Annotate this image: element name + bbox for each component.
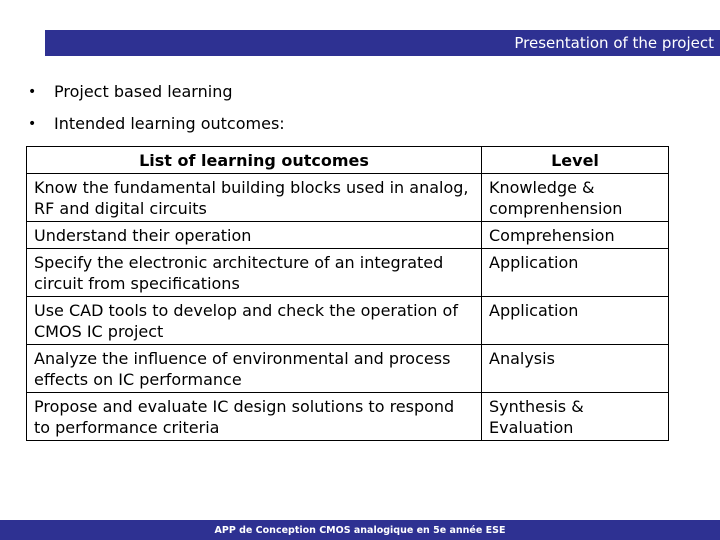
column-header-level: Level xyxy=(482,147,669,174)
outcome-cell: Analyze the influence of environmental and process effects on IC performance xyxy=(27,345,482,393)
outcome-cell: Use CAD tools to develop and check the operation of CMOS IC project xyxy=(27,297,482,345)
bullet-item xyxy=(28,80,285,112)
outcome-cell: Know the fundamental building blocks used in analog, RF and digital circuits xyxy=(27,174,482,222)
table-row xyxy=(27,345,669,393)
level-cell: Synthesis & Evaluation xyxy=(482,393,669,441)
bullet-text: Project based learning xyxy=(54,82,233,101)
level-cell: Knowledge & comprenhension xyxy=(482,174,669,222)
footer-text: APP de Conception CMOS analogique en 5e année ESE xyxy=(214,524,506,536)
footer-bar xyxy=(0,520,720,540)
table-row xyxy=(27,297,669,345)
outcome-cell: Propose and evaluate IC design solutions to respond to performance criteria xyxy=(27,393,482,441)
bullet-text: Intended learning outcomes: xyxy=(54,114,285,133)
table-row xyxy=(27,174,669,222)
level-cell: Application xyxy=(482,297,669,345)
bullet-marker: • xyxy=(28,84,37,100)
column-header-outcomes: List of learning outcomes xyxy=(27,147,482,174)
header-bar xyxy=(45,30,720,56)
table-row xyxy=(27,222,669,249)
learning-outcomes-table xyxy=(26,146,669,441)
slide-title: Presentation of the project xyxy=(514,34,714,52)
outcome-cell: Understand their operation xyxy=(27,222,482,249)
outcome-cell: Specify the electronic architecture of an integrated circuit from specifications xyxy=(27,249,482,297)
level-cell: Application xyxy=(482,249,669,297)
level-cell: Analysis xyxy=(482,345,669,393)
level-cell: Comprehension xyxy=(482,222,669,249)
table-row xyxy=(27,249,669,297)
bullet-list xyxy=(28,80,285,144)
bullet-marker: • xyxy=(28,116,37,132)
table-row xyxy=(27,393,669,441)
table-header-row xyxy=(27,147,669,174)
bullet-item xyxy=(28,112,285,144)
